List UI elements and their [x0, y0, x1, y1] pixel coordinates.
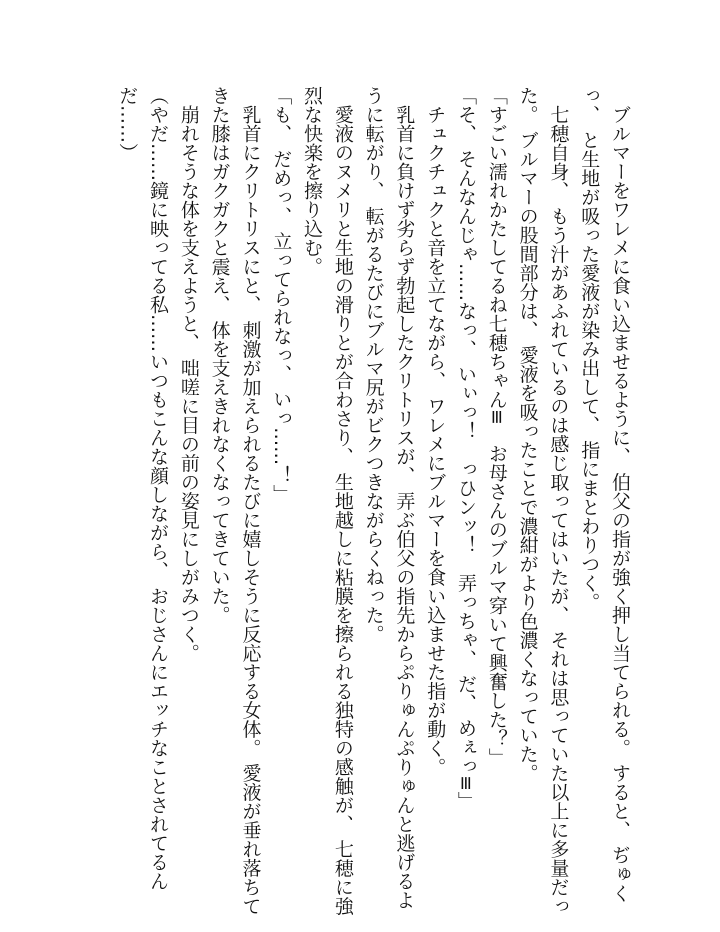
text-line: 七穂自身、 もう汁があふれているのは感じ取ってはいたが、 それは思っていた以上に多量だっ: [547, 86, 570, 916]
text-line: 愛液のヌメリと生地の滑りとが合わさり、 生地越しに粘膜を擦られる独特の感触が、 七穂に強: [331, 86, 354, 916]
text-line: 乳首に負けず劣らず勃起したクリトリスが、 弄ぶ伯父の指先からぷりゅんぷりゅんと逃げるよ: [393, 86, 416, 910]
text-line: 烈な快楽を擦り込む。: [301, 86, 324, 276]
text-line: 「も、 だめっ、 立ってられなっ、 いっ……！」: [270, 86, 293, 504]
text-line: 崩れそうな体を支えようと、 咄嗟に目の前の姿見にしがみつく。: [177, 86, 200, 663]
vertical-text-body: [111, 86, 635, 916]
text-line: っ、 と生地が吸った愛液が染み出して、 指にまとわりつく。: [578, 86, 601, 612]
text-line: 「すごい濡れかたしてるね七穂ちゃん≡ お母さんのブルマ穿いて興奮した？」: [485, 86, 508, 767]
text-line: た。 ブルマーの股間部分は、 愛液を吸ったことで濃紺がより色濃くなっていた。: [516, 86, 539, 783]
text-line: ブルマーをワレメに食い込ませるように、 伯父の指が強く押し当てられる。 すると、 ぢゅく: [609, 86, 631, 903]
text-line: うに転がり、 転がるたびにブルマ尻がビクつきながらくねった。: [362, 86, 385, 644]
text-line: 乳首にクリトリスにと、 刺激が加えられるたびに嬉しそうに反応する女体。 愛液が垂れ落ちて: [239, 86, 262, 916]
text-line: 「そ、 そんなんじゃ……なっ、 いぃっ！ っひンッ！ 弄っちゃ、 だ、 めぇっ≡」: [455, 86, 478, 811]
text-line: チュクチュクと音を立てながら、 ワレメにブルマーを食い込ませた指が動く。: [424, 86, 447, 777]
text-line: きた膝はガクガクと震え、 体を支えきれなくなってきていた。: [208, 86, 231, 625]
text-line: （やだ……鏡に映ってる私……いつもこんな顔しながら、 おじさんにエッチなことされてるん: [147, 86, 170, 891]
text-line: だ……）: [116, 86, 139, 162]
